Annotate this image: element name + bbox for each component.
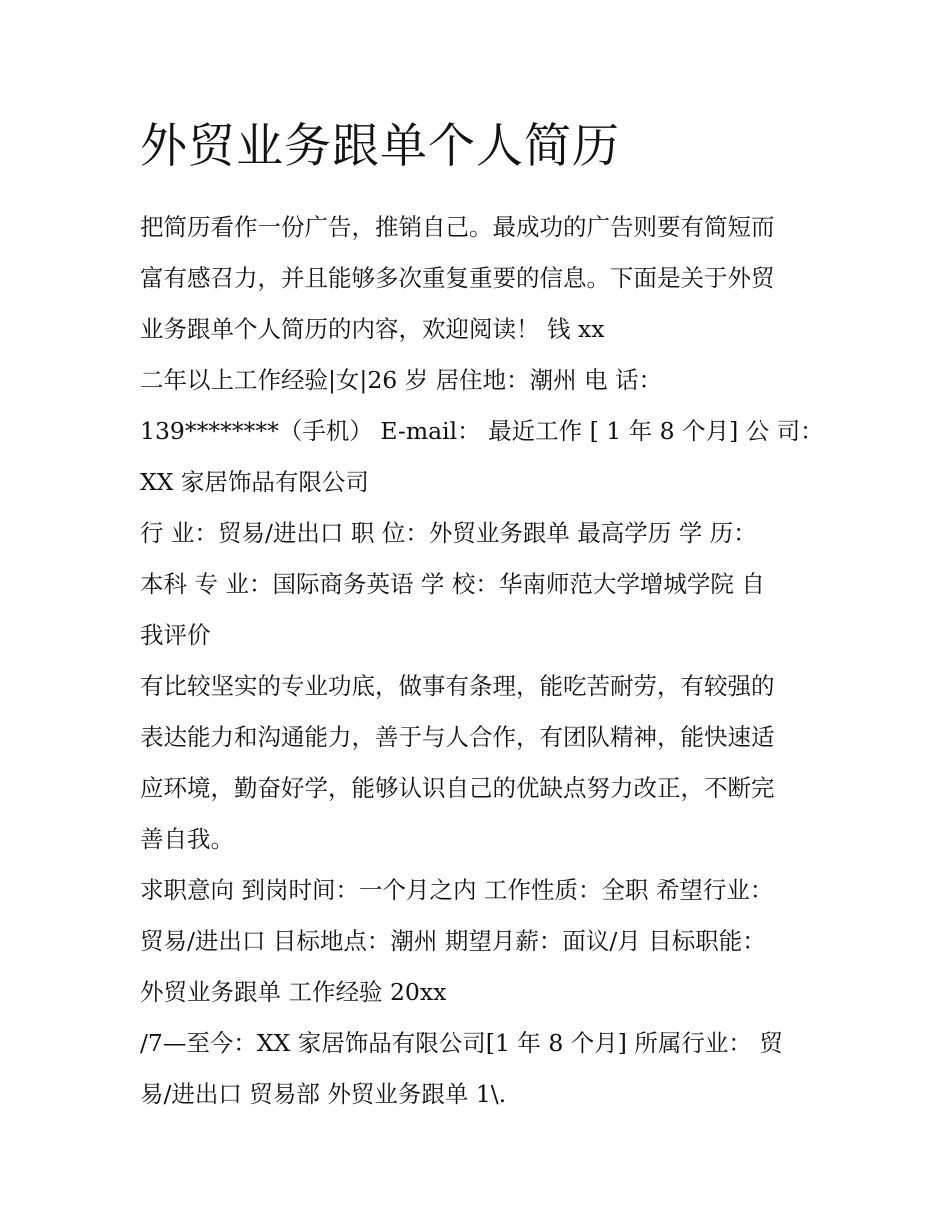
body-line: 外贸业务跟单 工作经验 20xx	[140, 978, 447, 1006]
document-body	[140, 202, 824, 1120]
body-line: 二年以上工作经验|女|26 岁 居住地：潮州 电 话：	[140, 366, 663, 394]
body-line: 表达能力和沟通能力，善于与人合作，有团队精神，能快速适	[140, 723, 775, 751]
body-line: 求职意向 到岗时间：一个月之内 工作性质：全职 希望行业：	[140, 876, 774, 904]
body-line: 应环境，勤奋好学，能够认识自己的优缺点努力改正，不断完	[140, 774, 775, 802]
body-line: 把简历看作一份广告，推销自己。最成功的广告则要有简短而	[140, 213, 775, 241]
body-line: 易/进出口 贸易部 外贸业务跟单 1\.	[140, 1080, 507, 1108]
body-line: 富有感召力，并且能够多次重复重要的信息。下面是关于外贸	[140, 264, 775, 292]
body-line: 业务跟单个人简历的内容，欢迎阅读！ 钱 xx	[140, 315, 605, 343]
document-title: 外贸业务跟单个人简历	[140, 119, 620, 174]
body-line: 贸易/进出口 目标地点：潮州 期望月薪：面议/月 目标职能：	[140, 927, 766, 955]
body-line: 本科 专 业：国际商务英语 学 校：华南师范大学增城学院 自	[140, 570, 765, 598]
body-line: /7—至今：XX 家居饰品有限公司[1 年 8 个月] 所属行业： 贸	[140, 1029, 783, 1057]
body-line: XX 家居饰品有限公司	[140, 468, 369, 496]
body-line: 行 业：贸易/进出口 职 位：外贸业务跟单 最高学历 学 历：	[140, 519, 757, 547]
body-line: 善自我。	[140, 825, 234, 853]
document-page	[140, 112, 824, 1120]
body-line: 有比较坚实的专业功底，做事有条理，能吃苦耐劳，有较强的	[140, 672, 775, 700]
body-line: 我评价	[140, 621, 211, 649]
body-line: 139********（手机） E-mail： 最近工作 [ 1 年 8 个月] 公 司：	[140, 417, 824, 445]
